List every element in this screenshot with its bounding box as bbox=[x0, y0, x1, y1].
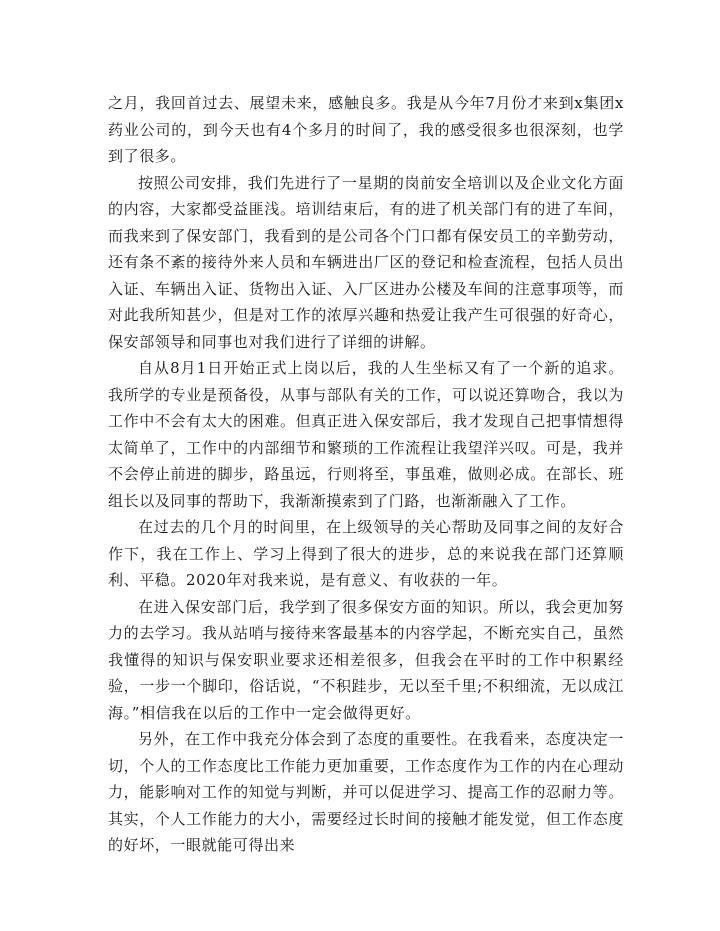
paragraph-6: 另外，在工作中我充分体会到了态度的重要性。在我看来，态度决定一切，个人的工作态度比工作能力更加重要，工作态度作为工作的内在心理动力，能影响对工作的知觉与判断，并可以促进学习、提高工作的忍耐力等。其实，个人工作能力的大小，需要经过长时间的接触才能发觉，但工作态度的好坏，一眼就能可得出来 bbox=[108, 730, 624, 854]
paragraph-2: 按照公司安排，我们先进行了一星期的岗前安全培训以及企业文化方面的内容，大家都受益匪浅。培训结束后，有的进了机关部门有的进了车间，而我来到了保安部门，我看到的是公司各个门口都有保安员工的辛勤劳动，还有条不紊的接待外来人员和车辆进出厂区的登记和检查流程，包括人员出入证、车辆出入证、货物出入证、入厂区进办公楼及车间的注意事项等，而对此我所知甚少，但是对工作的浓厚兴趣和热爱让我产生可很强的好奇心，保安部领导和同事也对我们进行了详细的讲解。 bbox=[108, 173, 624, 351]
paragraph-4: 在过去的几个月的时间里，在上级领导的关心帮助及同事之间的友好合作下，我在工作上、学习上得到了很大的进步，总的来说我在部门还算顺利、平稳。2020年对我来说，是有意义、有收获的一年。 bbox=[108, 518, 624, 589]
paragraph-3: 自从8月1日开始正式上岗以后，我的人生坐标又有了一个新的追求。我所学的专业是预备役，从事与部队有关的工作，可以说还算吻合，我以为工作中不会有太大的困难。但真正进入保安部后，我才发现自己把事情想得太简单了，工作中的内部细节和繁琐的工作流程让我望洋兴叹。可是，我并不会停止前进的脚步，路虽远，行则将至，事虽难，做则必成。在部长、班组长以及同事的帮助下，我渐渐摸索到了门路，也渐渐融入了工作。 bbox=[108, 359, 624, 510]
document-body bbox=[108, 90, 624, 859]
paragraph-5: 在进入保安部门后，我学到了很多保安方面的知识。所以，我会更加努力的去学习。我从站哨与接待来客最基本的内容学起，不断充实自己，虽然我懂得的知识与保安职业要求还相差很多，但我会在平时的工作中积累经验，一步一个脚印，俗话说，“不积跬步，无以至千里;不积细流，无以成江海。”相信我在以后的工作中一定会做得更好。 bbox=[108, 597, 624, 722]
paragraph-1: 之月，我回首过去、展望未来，感触良多。我是从今年7月份才来到x集团x药业公司的，到今天也有4个多月的时间了，我的感受很多也很深刻，也学到了很多。 bbox=[108, 94, 624, 165]
